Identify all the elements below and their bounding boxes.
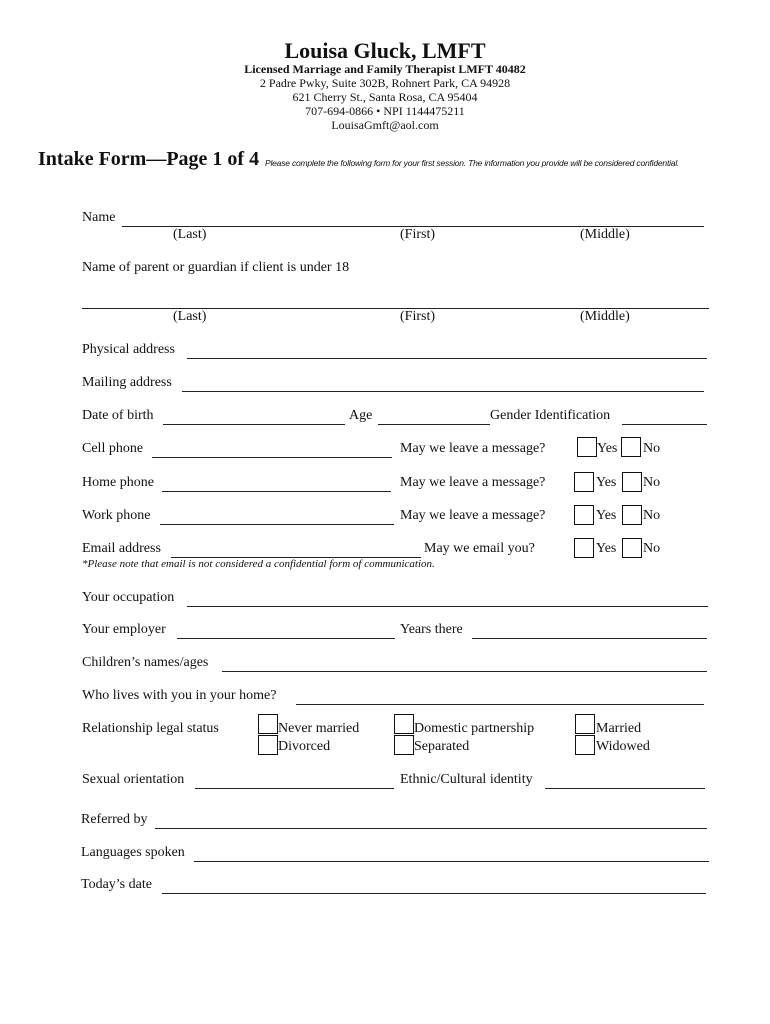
referred-by-field[interactable] [155,828,707,829]
gender-label: Gender Identification [490,408,611,423]
home-message-question: May we leave a message? [400,475,546,490]
separated-checkbox[interactable] [394,735,414,755]
work-phone-label: Work phone [82,508,151,523]
occupation-label: Your occupation [82,590,175,605]
phone-npi-line: 707-694-0866 • NPI 1144475211 [305,104,465,118]
home-phone-field[interactable] [162,491,391,492]
sexual-orientation-field[interactable] [195,788,394,789]
sexual-orientation-label: Sexual orientation [82,772,185,787]
home-phone-label: Home phone [82,475,154,490]
employer-field[interactable] [177,638,395,639]
may-email-question: May we email you? [424,541,535,556]
email-line: LouisaGmft@aol.com [331,118,439,132]
guardian-last-sublabel: (Last) [173,309,207,324]
referred-by-label: Referred by [81,812,148,827]
home-message-no-checkbox[interactable] [622,472,642,492]
email-yes-checkbox[interactable] [574,538,594,558]
languages-field[interactable] [194,861,709,862]
gender-field[interactable] [622,424,707,425]
age-field[interactable] [378,424,490,425]
cell-phone-field[interactable] [152,457,392,458]
divorced-label: Divorced [278,739,331,754]
cell-no-label: No [643,441,661,456]
employer-label: Your employer [82,622,166,637]
email-confidential-note: *Please note that email is not considered a confidential form of communication. [82,558,435,570]
first-sublabel: (First) [400,227,435,242]
relationship-label: Relationship legal status [82,721,219,736]
home-message-yes-checkbox[interactable] [574,472,594,492]
children-field[interactable] [222,671,707,672]
never-married-checkbox[interactable] [258,714,278,734]
name-label: Name [82,210,116,225]
mailing-address-field[interactable] [182,391,704,392]
cell-message-question: May we leave a message? [400,441,546,456]
guardian-middle-sublabel: (Middle) [580,309,630,324]
years-there-label: Years there [400,622,463,637]
address-line-2: 621 Cherry St., Santa Rosa, CA 95404 [292,90,478,104]
ethnic-identity-label: Ethnic/Cultural identity [400,772,533,787]
children-label: Children’s names/ages [82,655,209,670]
never-married-label: Never married [278,721,360,736]
work-yes-label: Yes [596,508,617,523]
physical-address-field[interactable] [187,358,707,359]
middle-sublabel: (Middle) [580,227,630,242]
languages-label: Languages spoken [81,845,185,860]
guardian-first-sublabel: (First) [400,309,435,324]
domestic-partnership-checkbox[interactable] [394,714,414,734]
form-title: Intake Form—Page 1 of 4 [38,148,260,170]
work-message-question: May we leave a message? [400,508,546,523]
dob-field[interactable] [163,424,345,425]
lives-with-label: Who lives with you in your home? [82,688,277,703]
work-message-no-checkbox[interactable] [622,505,642,525]
mailing-address-label: Mailing address [82,375,172,390]
ethnic-identity-field[interactable] [545,788,705,789]
married-label: Married [596,721,642,736]
cell-message-yes-checkbox[interactable] [577,437,597,457]
todays-date-field[interactable] [162,893,706,894]
married-checkbox[interactable] [575,714,595,734]
dob-label: Date of birth [82,408,154,423]
separated-label: Separated [414,739,470,754]
email-address-label: Email address [82,541,161,556]
widowed-checkbox[interactable] [575,735,595,755]
occupation-field[interactable] [187,606,708,607]
home-yes-label: Yes [596,475,617,490]
cell-phone-label: Cell phone [82,441,144,456]
email-no-checkbox[interactable] [622,538,642,558]
work-no-label: No [643,508,661,523]
email-no-label: No [643,541,661,556]
home-no-label: No [643,475,661,490]
divorced-checkbox[interactable] [258,735,278,755]
email-yes-label: Yes [596,541,617,556]
todays-date-label: Today’s date [81,877,152,892]
widowed-label: Widowed [596,739,650,754]
last-sublabel: (Last) [173,227,207,242]
work-phone-field[interactable] [160,524,394,525]
physical-address-label: Physical address [82,342,175,357]
license-line: Licensed Marriage and Family Therapist LMFT 40482 [244,62,526,76]
cell-message-no-checkbox[interactable] [621,437,641,457]
age-label: Age [349,408,373,423]
practitioner-name: Louisa Gluck, LMFT [284,38,486,63]
work-message-yes-checkbox[interactable] [574,505,594,525]
form-note: Please complete the following form for your first session. The information you provide will be considered confidential. [265,158,680,168]
cell-yes-label: Yes [597,441,618,456]
lives-with-field[interactable] [296,704,704,705]
guardian-label: Name of parent or guardian if client is under 18 [82,260,350,275]
address-line-1: 2 Padre Pwky, Suite 302B, Rohnert Park, CA 94928 [259,76,511,90]
years-there-field[interactable] [472,638,707,639]
domestic-partnership-label: Domestic partnership [414,721,535,736]
